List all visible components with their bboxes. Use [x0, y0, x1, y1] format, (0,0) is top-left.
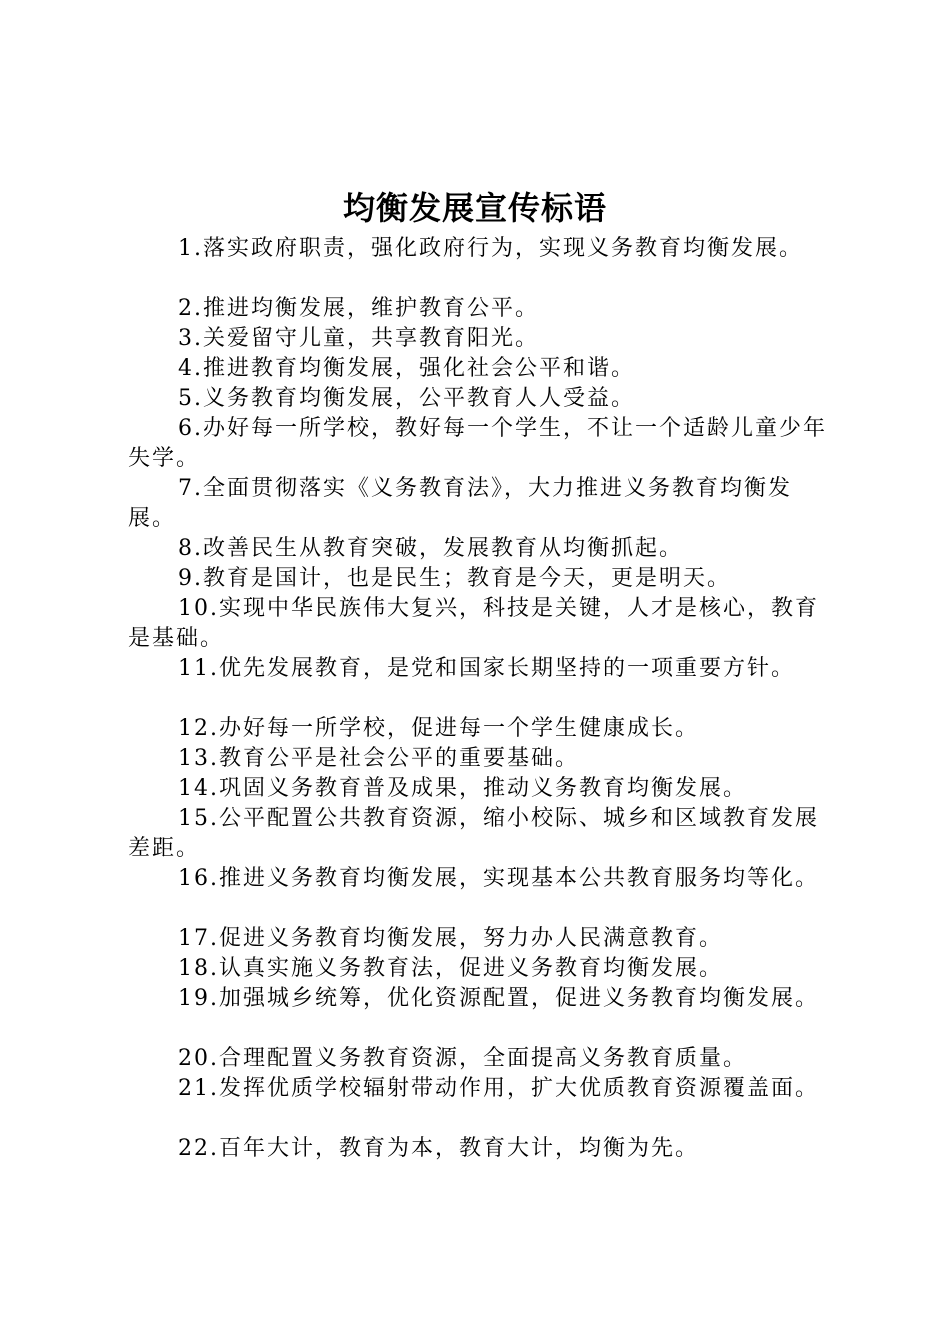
slogan-item: 21.发挥优质学校辐射带动作用，扩大优质教育资源覆盖面。 [178, 1076, 819, 1101]
slogan-item: 16.推进义务教育均衡发展，实现基本公共教育服务均等化。 [178, 866, 819, 891]
document-title: 均衡发展宣传标语 [342, 189, 607, 227]
slogan-item: 2.推进均衡发展，维护教育公平。 [178, 296, 539, 321]
slogan-item: 8.改善民生从教育突破，发展教育从均衡抓起。 [178, 536, 683, 561]
slogan-item: 15.公平配置公共教育资源，缩小校际、城乡和区域教育发展差距。 [128, 806, 819, 861]
slogan-item: 1.落实政府职责，强化政府行为，实现义务教育均衡发展。 [178, 236, 803, 261]
slogan-item: 12.办好每一所学校，促进每一个学生健康成长。 [178, 716, 699, 741]
slogan-list [128, 234, 833, 1164]
slogan-item: 20.合理配置义务教育资源，全面提高义务教育质量。 [178, 1046, 747, 1071]
slogan-item: 3.关爱留守儿童，共享教育阳光。 [178, 326, 539, 351]
slogan-item: 9.教育是国计，也是民生；教育是今天，更是明天。 [178, 566, 731, 591]
slogan-item: 4.推进教育均衡发展，强化社会公平和谐。 [178, 356, 635, 381]
slogan-item: 18.认真实施义务教育法，促进义务教育均衡发展。 [178, 956, 723, 981]
slogan-item: 6.办好每一所学校，教好每一个学生，不让一个适龄儿童少年失学。 [128, 416, 827, 471]
slogan-item: 17.促进义务教育均衡发展，努力办人民满意教育。 [178, 926, 723, 951]
slogan-item: 11.优先发展教育，是党和国家长期坚持的一项重要方针。 [178, 656, 795, 681]
slogan-item: 7.全面贯彻落实《义务教育法》，大力推进义务教育均衡发展。 [128, 476, 792, 531]
slogan-item: 19.加强城乡统筹，优化资源配置，促进义务教育均衡发展。 [178, 986, 819, 1011]
slogan-item: 5.义务教育均衡发展，公平教育人人受益。 [178, 386, 635, 411]
slogan-item: 14.巩固义务教育普及成果，推动义务教育均衡发展。 [178, 776, 747, 801]
slogan-item: 10.实现中华民族伟大复兴，科技是关键，人才是核心，教育是基础。 [128, 596, 819, 651]
slogan-item: 22.百年大计，教育为本，教育大计，均衡为先。 [178, 1136, 699, 1161]
slogan-item: 13.教育公平是社会公平的重要基础。 [178, 746, 579, 771]
